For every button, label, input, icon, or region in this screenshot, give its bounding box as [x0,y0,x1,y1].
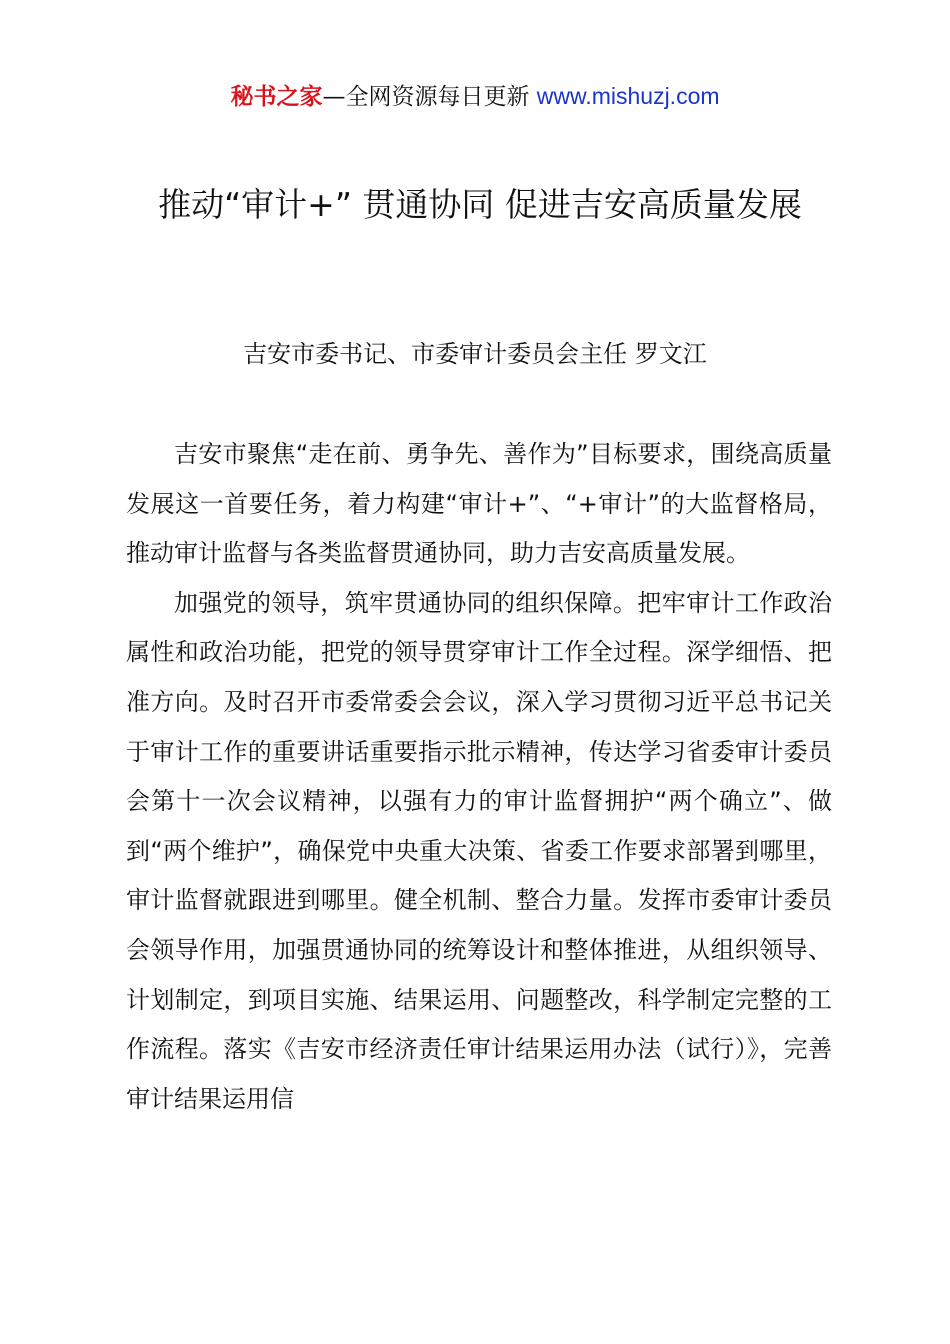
document-author: 吉安市委书记、市委审计委员会主任 罗文江 [243,340,707,368]
site-url-link[interactable]: www.mishuzj.com [536,83,720,109]
body-paragraph: 加强党的领导，筑牢贯通协同的组织保障。把牢审计工作政治属性和政治功能，把党的领导贯穿审计工作全过程。深学细悟、把准方向。及时召开市委常委会会议，深入学习贯彻习近平总书记关于审计工作的重要讲话重要指示批示精神，传达学习省委审计委员会第十一次会议精神，以强有力的审计监督拥护“两个确立”、做到“两个维护”，确保党中央重大决策、省委工作要求部署到哪里，审计监督就跟进到哪里。健全机制、整合力量。发挥市委审计委员会领导作用，加强贯通协同的统筹设计和整体推进，从组织领导、计划制定，到项目实施、结果运用、问题整改，科学制定完整的工作流程。落实《吉安市经济责任审计结果运用办法（试行）》，完善审计结果运用信 [126,588,832,1113]
document-body [126,430,832,1124]
site-brand: 秘书之家 [230,84,323,110]
site-tagline: —全网资源每日更新 [322,84,537,110]
body-paragraph: 吉安市聚焦“走在前、勇争先、善作为”目标要求，围绕高质量发展这一首要任务，着力构建“审计+”、“+审计”的大监督格局，推动审计监督与各类监督贯通协同，助力吉安高质量发展。 [126,440,832,568]
site-header [0,80,950,113]
document-title: 推动“审计+” 贯通协同 促进吉安高质量发展 [158,185,802,224]
